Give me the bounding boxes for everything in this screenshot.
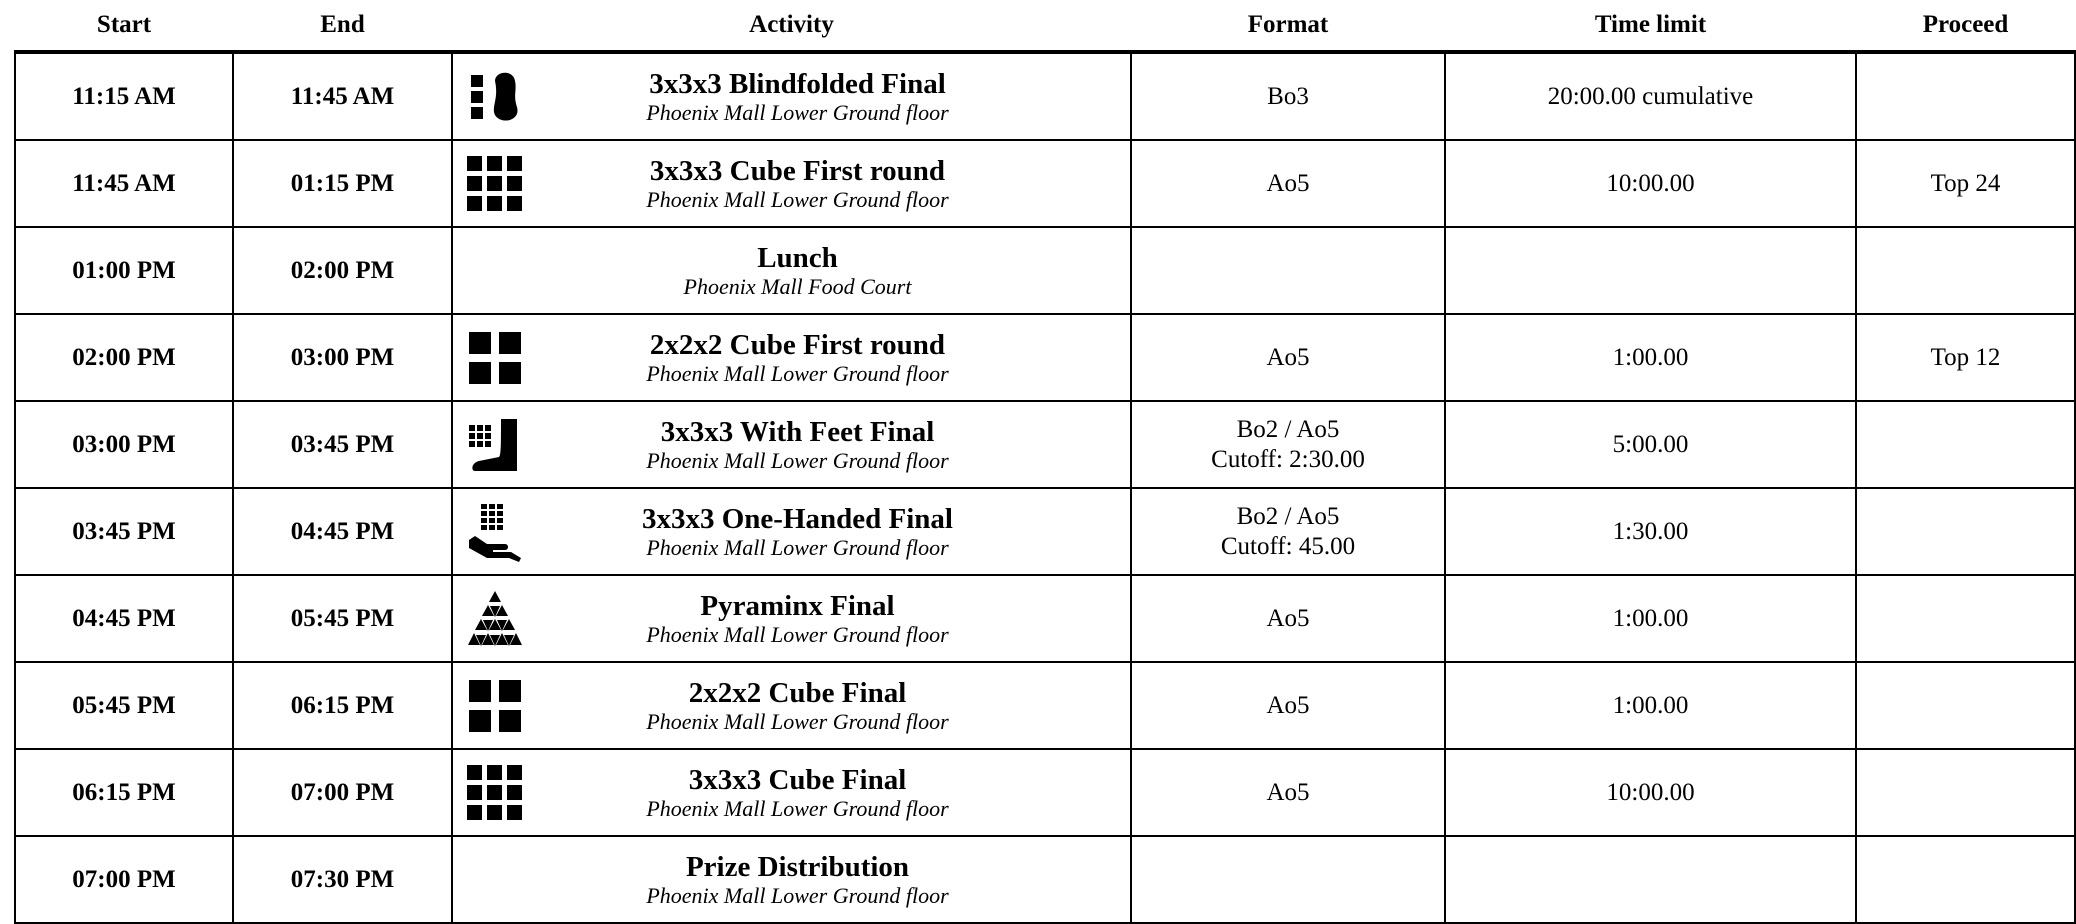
end-time <box>233 52 452 140</box>
start-time-text: 06:15 PM <box>72 778 176 806</box>
time-limit-cell <box>1445 401 1856 488</box>
activity-cell <box>452 401 1131 488</box>
2x2-cube-icon <box>465 676 525 736</box>
event-icon-slot <box>465 67 525 127</box>
proceed-cell <box>1856 662 2075 749</box>
end-time <box>233 575 452 662</box>
activity-cell <box>452 836 1131 923</box>
activity-cell <box>452 749 1131 836</box>
activity-location: Phoenix Mall Lower Ground floor <box>646 708 949 734</box>
activity-cell <box>452 227 1131 314</box>
end-time <box>233 749 452 836</box>
table-row <box>15 662 2075 749</box>
time-limit-text: 1:00.00 <box>1612 343 1689 371</box>
activity-title: 3x3x3 Cube Final <box>688 763 907 796</box>
end-time-text: 07:30 PM <box>290 865 395 893</box>
format-text: Ao5 <box>1266 691 1310 719</box>
start-time-text: 05:45 PM <box>72 691 176 719</box>
event-icon-slot <box>465 850 525 910</box>
proceed-cell <box>1856 575 2075 662</box>
end-time <box>233 140 452 227</box>
start-time-text: 11:15 AM <box>72 82 176 110</box>
format-cell <box>1131 662 1445 749</box>
proceed-cell <box>1856 227 2075 314</box>
format-cell <box>1131 227 1445 314</box>
start-time <box>15 314 233 401</box>
event-icon-slot <box>465 154 525 214</box>
table-row <box>15 52 2075 140</box>
activity-location: Phoenix Mall Lower Ground floor <box>646 621 949 647</box>
end-time-text: 03:45 PM <box>290 430 395 458</box>
header-proceed: Proceed <box>1856 0 2075 52</box>
activity-location: Phoenix Mall Lower Ground floor <box>646 447 949 473</box>
header-format: Format <box>1131 0 1445 52</box>
activity-location: Phoenix Mall Lower Ground floor <box>646 99 949 125</box>
table-row <box>15 575 2075 662</box>
header-end: End <box>233 0 452 52</box>
activity-title: 3x3x3 Cube First round <box>649 154 946 187</box>
start-time <box>15 401 233 488</box>
event-icon-slot <box>465 763 525 823</box>
activity-location: Phoenix Mall Food Court <box>683 273 912 299</box>
2x2-cube-icon <box>465 328 525 388</box>
format-text: Bo2 / Ao5 <box>1236 502 1340 530</box>
activity-cell <box>452 488 1131 575</box>
proceed-text: Top 12 <box>1930 343 2001 371</box>
format-cell <box>1131 401 1445 488</box>
activity-title: 3x3x3 Blindfolded Final <box>649 67 946 100</box>
end-time <box>233 488 452 575</box>
time-limit-text: 5:00.00 <box>1612 430 1689 458</box>
start-time-text: 03:00 PM <box>72 430 176 458</box>
time-limit-cell <box>1445 314 1856 401</box>
proceed-cell <box>1856 140 2075 227</box>
activity-location: Phoenix Mall Lower Ground floor <box>646 882 949 908</box>
start-time-text: 01:00 PM <box>72 256 176 284</box>
start-time-text: 02:00 PM <box>72 343 176 371</box>
schedule-body <box>15 52 2075 923</box>
schedule-table <box>14 0 2076 924</box>
event-icon-slot <box>465 415 525 475</box>
proceed-text: Top 24 <box>1930 169 2001 197</box>
activity-location: Phoenix Mall Lower Ground floor <box>646 534 949 560</box>
format-cell <box>1131 836 1445 923</box>
activity-title: Prize Distribution <box>685 850 910 883</box>
activity-cell <box>452 662 1131 749</box>
event-icon-slot <box>465 589 525 649</box>
start-time <box>15 836 233 923</box>
time-limit-cell <box>1445 488 1856 575</box>
end-time-text: 11:45 AM <box>290 82 395 110</box>
start-time <box>15 227 233 314</box>
proceed-cell <box>1856 749 2075 836</box>
proceed-cell <box>1856 52 2075 140</box>
start-time-text: 04:45 PM <box>72 604 176 632</box>
header-row <box>15 0 2075 52</box>
time-limit-text: 10:00.00 <box>1606 169 1695 197</box>
activity-title: 2x2x2 Cube Final <box>688 676 907 709</box>
start-time-text: 07:00 PM <box>72 865 176 893</box>
end-time-text: 05:45 PM <box>290 604 395 632</box>
3x3-one-handed-icon <box>465 502 525 562</box>
end-time-text: 02:00 PM <box>290 256 395 284</box>
3x3-feet-icon <box>465 415 525 475</box>
3x3-blindfolded-icon <box>465 67 525 127</box>
format-cell <box>1131 488 1445 575</box>
time-limit-cell <box>1445 749 1856 836</box>
time-limit-cell <box>1445 575 1856 662</box>
time-limit-text: 1:30.00 <box>1612 517 1689 545</box>
activity-title: 3x3x3 With Feet Final <box>660 415 935 448</box>
time-limit-cell <box>1445 836 1856 923</box>
end-time-text: 06:15 PM <box>290 691 395 719</box>
format-text: Ao5 <box>1266 778 1310 806</box>
activity-title: Pyraminx Final <box>700 589 895 622</box>
format-cell <box>1131 749 1445 836</box>
event-icon-slot <box>465 241 525 301</box>
end-time-text: 04:45 PM <box>290 517 395 545</box>
pyraminx-icon <box>465 589 525 649</box>
table-row <box>15 401 2075 488</box>
table-row <box>15 314 2075 401</box>
format-text: Ao5 <box>1266 604 1310 632</box>
end-time-text: 03:00 PM <box>290 343 395 371</box>
time-limit-text: 1:00.00 <box>1612 604 1689 632</box>
end-time-text: 01:15 PM <box>290 169 395 197</box>
activity-location: Phoenix Mall Lower Ground floor <box>646 186 949 212</box>
time-limit-text: 20:00.00 cumulative <box>1547 82 1754 110</box>
end-time <box>233 836 452 923</box>
format-text: Bo3 <box>1267 82 1309 110</box>
format-cell <box>1131 575 1445 662</box>
table-row <box>15 488 2075 575</box>
table-row <box>15 749 2075 836</box>
start-time <box>15 662 233 749</box>
activity-title: 3x3x3 One-Handed Final <box>642 502 953 535</box>
start-time <box>15 488 233 575</box>
start-time <box>15 140 233 227</box>
time-limit-text: 1:00.00 <box>1612 691 1689 719</box>
format-text: Bo2 / Ao5 <box>1236 415 1340 443</box>
header-time-limit: Time limit <box>1445 0 1856 52</box>
end-time <box>233 662 452 749</box>
format-text: Ao5 <box>1266 169 1310 197</box>
time-limit-cell <box>1445 52 1856 140</box>
time-limit-cell <box>1445 227 1856 314</box>
event-icon-slot <box>465 502 525 562</box>
activity-title: 2x2x2 Cube First round <box>649 328 946 361</box>
time-limit-cell <box>1445 662 1856 749</box>
end-time <box>233 227 452 314</box>
time-limit-cell <box>1445 140 1856 227</box>
activity-location: Phoenix Mall Lower Ground floor <box>646 360 949 386</box>
activity-cell <box>452 140 1131 227</box>
3x3-cube-icon <box>465 763 525 823</box>
activity-title: Lunch <box>757 241 838 274</box>
activity-location: Phoenix Mall Lower Ground floor <box>646 795 949 821</box>
format-cell <box>1131 52 1445 140</box>
activity-cell <box>452 575 1131 662</box>
3x3-cube-icon <box>465 154 525 214</box>
format-cutoff: Cutoff: 45.00 <box>1220 532 1356 560</box>
format-cell <box>1131 140 1445 227</box>
end-time <box>233 401 452 488</box>
start-time-text: 11:45 AM <box>72 169 176 197</box>
time-limit-text: 10:00.00 <box>1606 778 1695 806</box>
format-cutoff: Cutoff: 2:30.00 <box>1211 445 1365 473</box>
header-activity: Activity <box>452 0 1131 52</box>
proceed-cell <box>1856 314 2075 401</box>
format-cell <box>1131 314 1445 401</box>
activity-cell <box>452 52 1131 140</box>
table-row <box>15 836 2075 923</box>
proceed-cell <box>1856 488 2075 575</box>
end-time <box>233 314 452 401</box>
table-row <box>15 140 2075 227</box>
format-text: Ao5 <box>1266 343 1310 371</box>
start-time <box>15 52 233 140</box>
start-time <box>15 749 233 836</box>
table-row <box>15 227 2075 314</box>
event-icon-slot <box>465 676 525 736</box>
event-icon-slot <box>465 328 525 388</box>
end-time-text: 07:00 PM <box>290 778 395 806</box>
proceed-cell <box>1856 401 2075 488</box>
header-start: Start <box>15 0 233 52</box>
proceed-cell <box>1856 836 2075 923</box>
start-time-text: 03:45 PM <box>72 517 176 545</box>
start-time <box>15 575 233 662</box>
activity-cell <box>452 314 1131 401</box>
